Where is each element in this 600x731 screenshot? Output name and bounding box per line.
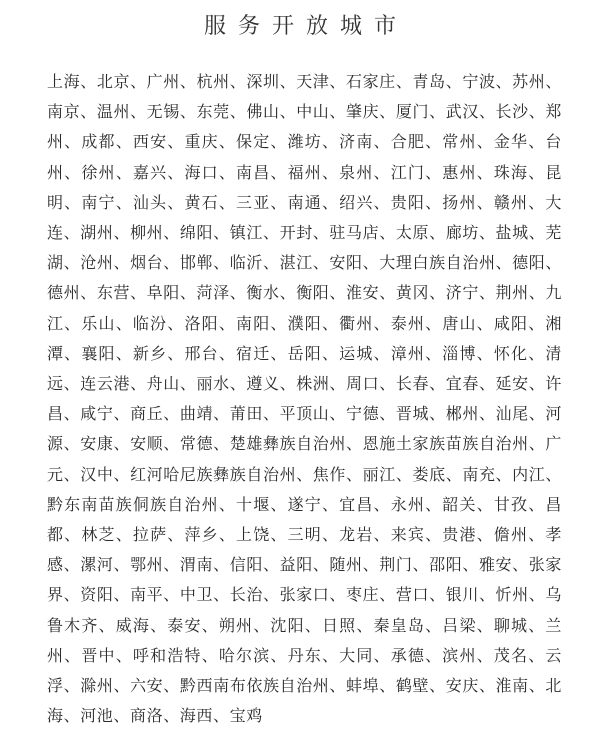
page-title: 服务开放城市 — [203, 14, 408, 39]
city-list-text: 上海、北京、广州、杭州、深圳、天津、石家庄、青岛、宁波、苏州、南京、温州、无锡、东莞、佛山、中山、肇庆、厦门、武汉、长沙、郑州、成都、西安、重庆、保定、潍坊、济南、合肥、常州、金华、台州、徐州、嘉兴、海口、南昌、福州、泉州、江门、惠州、珠海、昆明、南宁、汕头、黄石、三亚、南通、绍兴、贵阳、扬州、赣州、大连、湖州、柳州、绵阳、镇江、开封、驻马店、太原、廊坊、盐城、芜湖、沧州、烟台、邯郸、临沂、湛江、安阳、大理白族自治州、德阳、德州、东营、阜阳、菏泽、衡水、衡阳、淮安、黄冈、济宁、荆州、九江、乐山、临汾、洛阳、南阳、濮阳、衢州、泰州、唐山、咸阳、湘潭、襄阳、新乡、邢台、宿迁、岳阳、运城、漳州、淄博、怀化、清远、连云港、舟山、丽水、遵义、株洲、周口、长春、宜春、延安、许昌、咸宁、商丘、曲靖、莆田、平顶山、宁德、晋城、郴州、汕尾、河源、安康、安顺、常德、楚雄彝族自治州、恩施土家族苗族自治州、广元、汉中、红河哈尼族彝族自治州、焦作、丽江、娄底、南充、内江、黔东南苗族侗族自治州、十堰、遂宁、宜昌、永州、韶关、甘孜、昌都、林芝、拉萨、萍乡、上饶、三明、龙岩、来宾、贵港、儋州、孝感、漯河、鄂州、渭南、信阳、益阳、随州、荆门、邵阳、雅安、张家界、资阳、南平、中卫、长治、张家口、枣庄、营口、银川、忻州、乌鲁木齐、威海、泰安、朔州、沈阳、日照、秦皇岛、吕梁、聊城、兰州、晋中、呼和浩特、哈尔滨、丹东、大同、承德、滨州、茂名、云浮、滁州、六安、黔西南布依族自治州、蚌埠、鹤壁、安庆、淮南、北海、河池、商洛、海西、宝鸡 — [47, 72, 562, 726]
